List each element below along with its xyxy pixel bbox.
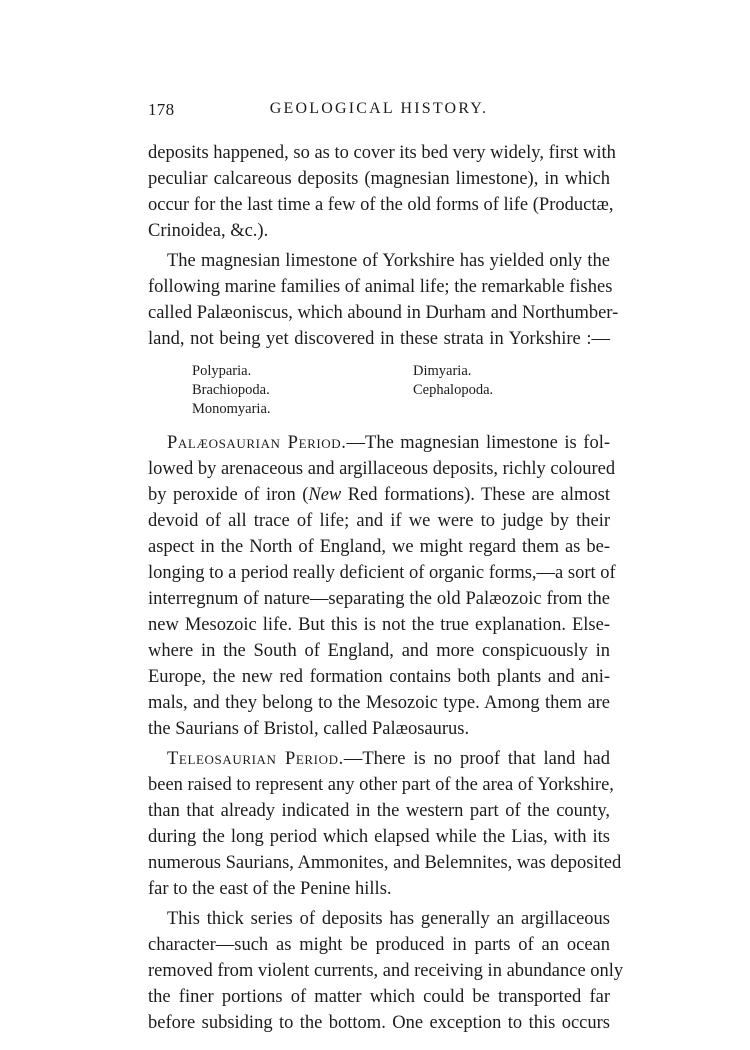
text-line: devoid of all trace of life; and if we were to judge by their [148,511,610,531]
list-item: Cephalopoda. [413,382,494,398]
text-span: —The magnesian limestone is fol- [346,433,610,453]
text-line: interregnum of nature—separating the old Palæozoic from the [148,589,610,609]
text-line: aspect in the North of England, we might regard them as be- [148,537,610,557]
page-number: 178 [148,100,175,119]
text-line: occur for the last time a few of the old forms of life (Productæ, [148,195,614,215]
text-line: the Saurians of Bristol, called Palæosaurus. [148,719,470,739]
text-line [167,430,610,456]
list-item: Dimyaria. [413,363,472,379]
running-head [148,100,610,124]
text-line: than that already indicated in the western part of the county, [148,801,610,821]
text-line: The magnesian limestone of Yorkshire has yielded only the [167,251,610,271]
text-line: new Mesozoic life. But this is not the true explanation. Else- [148,615,610,635]
list-item: Polyparia. [192,363,252,379]
text-line: the finer portions of matter which could be transported far [148,987,610,1007]
text-line: longing to a period really deficient of organic forms,—a sort of [148,563,616,583]
text-line: during the long period which elapsed while the Lias, with its [148,827,610,847]
text-line: mals, and they belong to the Mesozoic type. Among them are [148,693,610,713]
text-span: Red formations). These are almost [341,485,610,505]
text-span: by peroxide of iron ( [148,485,309,505]
text-line: called Palæoniscus, which abound in Durham and Northumber- [148,303,619,323]
text-line: deposits happened, so as to cover its bed very widely, first with [148,143,616,163]
text-line: Crinoidea, &c.). [148,221,269,241]
text-line: This thick series of deposits has generally an argillaceous [167,909,610,929]
text-line: land, not being yet discovered in these strata in Yorkshire :— [148,329,610,349]
text-line: numerous Saurians, Ammonites, and Belemnites, was deposited [148,853,622,873]
text-line: character—such as might be produced in parts of an ocean [148,935,610,955]
text-line: been raised to represent any other part of the area of Yorkshire, [148,775,614,795]
list-item: Monomyaria. [192,401,271,417]
text-line: removed from violent currents, and receiving in abundance only [148,961,624,981]
text-line: Europe, the new red formation contains both plants and ani- [148,667,610,687]
text-line: peculiar calcareous deposits (magnesian limestone), in which [148,169,610,189]
text-line: before subsiding to the bottom. One exception to this occurs [148,1013,610,1033]
text-line [167,746,610,772]
text-line: where in the South of England, and more conspicuously in [148,641,610,661]
italic-text: New [308,485,342,505]
text-line [148,482,610,508]
section-heading: Palæosaurian Period. [167,433,347,453]
text-span: —There is no proof that land had [343,749,610,769]
running-title: GEOLOGICAL HISTORY. [269,100,489,117]
list-item: Brachiopoda. [192,382,270,398]
text-line: far to the east of the Penine hills. [148,879,392,899]
text-line: following marine families of animal life; the remarkable fishes [148,277,613,297]
text-line: lowed by arenaceous and argillaceous deposits, richly coloured [148,459,616,479]
section-heading: Teleosaurian Period. [167,749,344,769]
